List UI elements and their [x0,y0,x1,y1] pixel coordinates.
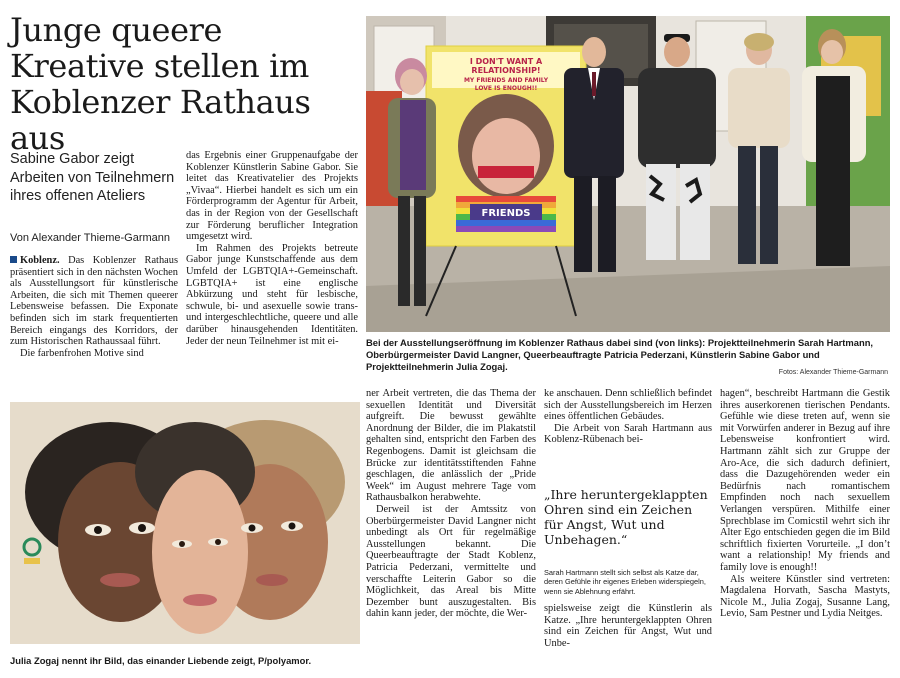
text-column-3 [366,388,536,620]
painting-caption: Julia Zogaj nennt ihr Bild, das einander Liebende zeigt, P/polyamor. [10,655,312,666]
paragraph: ke anschauen. Denn schließlich befindet sich der Ausstellungsbereich im Herzen eines öffentlichen Gebäudes. [544,388,712,423]
polyamor-painting [10,402,360,644]
article-subheadline: Sabine Gabor zeigt Arbeiten von Teilnehmern ihres offenen Ateliers [10,151,175,204]
paragraph: Die farbenfrohen Motive sind [20,347,144,359]
poster-text-line: I DON'T WANT A [469,57,543,66]
pull-quote-note: Sarah Hartmann stellt sich selbst als Katze dar, deren Gefühle ihr eigenes Erleben widerspiegeln, wenn sie Ablehnung erfährt. [544,568,706,596]
poster-artwork [426,46,586,246]
text-column-2 [186,150,358,347]
poster-text-line: LOVE IS ENOUGH!! [474,85,538,92]
paragraph: Im Rahmen des Projekts betreute Gabor junge Kunstschaffende aus dem Umfeld der LGBTQIA+-Gemeinschaft. LGBTQIA+ ist eine englische Abkürzung und steht für lesbische, schwule, bi- und asexuelle sowie trans- und intergeschlechtliche, queere und alle darüber hinausgehenden Identitäten. Jeder der neun Teilnehmer ist mit ei- [186,242,358,347]
text-column-5 [720,388,890,620]
poster-badge: FRIENDS [481,208,531,219]
text-column-4 [544,388,712,446]
pull-quote: „Ihre heruntergeklappten Ohren sind ein Zeichen für Angst, Wut und Unbehagen.“ [544,487,708,547]
article-byline: Von Alexander Thieme-Garmann [10,232,170,244]
paragraph: hagen“, beschreibt Hartmann die Gestik ihres auserkorenen tierischen Pendants. Gefühle wie diese treten auf, wenn sie mit Vorwürfen anderer in Bezug auf ihre Lebensweise konfrontiert wird. Hartmann zählt sich zur Gruppe der Aro-Ace, die sich dadurch definiert, dass die Dazugehörenden weder ein Bedürfnis nach romantischem Empfinden noch nach sexuellem Verlangen verspüren. Mithilfe einer Sprechblase im Comicstil wehrt sich ihr Alter Ego entschieden gegen die im Bild schriftlich fixierten Vorurteile. „I don’t want a relationship! My friends and family love is enough!! [720,388,890,573]
poster-text-line: RELATIONSHIP! [471,66,541,75]
poster-text-line: MY FRIENDS AND FAMILY [463,77,549,84]
text-column-4-continued [544,603,712,649]
paragraph: Derweil ist der Amtssitz von Oberbürgermeister David Langner nicht unbedingt als Ort für regelmäßige Ausstellungen bekannt. Die Queerbeauftragte der Stadt Koblenz, Patricia Pederzani, vermittelte und verschaffte Leiterin Gabor so die Möglichkeit, das Areal bis Mitte Dezember bunt auszugestalten. Bis dahin kann jeder, der möchte, die Wer- [366,503,536,620]
paragraph: spielsweise zeigt die Künstlerin als Katze. „Ihre heruntergeklappten Ohren sind ein Zeichen für Angst, Wut und Unbe- [544,603,712,649]
exhibition-group-photo [366,16,890,332]
text-column-1 [10,255,178,359]
paragraph: Als weitere Künstler sind vertreten: Magdalena Horvath, Sascha Mastyts, Nicole M., Julia Zogaj, Susanne Lang, Levio, Sam Pestner und Lydia Neitges. [720,573,890,620]
paragraph: Die Arbeit von Sarah Hartmann aus Koblenz-Rübenach bei- [544,422,712,446]
paragraph: ner Arbeit vertreten, die das Thema der sexuellen Identität und Diversität aufgreift. Die bewusst gewählte Anordnung der Bilder, die im Plakatstil gehalten sind, entspricht den Farben des Regenbogens. Damit ist gleichsam die Brücke zur identitätsstiftenden Fahne geschlagen, die anlässlich der „Pride Week“ im August mehrere Tage vom Rathausbalkon herabwehte. [366,388,536,504]
photo-caption: Bei der Ausstellungseröffnung im Koblenzer Rathaus dabei sind (von links): Projektteilnehmerin Sarah Hartmann, Oberbürgermeister David Langner, Queerbeauftragte Patricia Pederzani, Künstlerin Sabine Gabor und Projektteilnehmerin Julia Zogaj. [366,337,874,372]
paragraph: das Ergebnis einer Gruppenaufgabe der Koblenzer Künstlerin Sabine Gabor. Sie leitet das Kreativatelier des Projekts „Vivaa“. Hierbei handelt es sich um ein Förderprogramm der Agentur für Arbeit, das in der Region von der Gesellschaft zur Förderung beruflicher Integration umgesetzt wird. [186,150,358,243]
section-marker-icon [10,256,17,263]
photo-credit: Fotos: Alexander Thieme-Garmann [778,369,888,376]
article-headline: Junge queere Kreative stellen im Koblenzer Rathaus aus [10,11,311,157]
dateline: Koblenz. [20,255,60,266]
paragraph: Das Koblenzer Rathaus präsentiert sich in den nächsten Wochen als Ausstellungsort für künstlerische Arbeiten, die sich mit Themen queerer Lebensweise befassen. Die Exponate befinden sich im stark frequentierten Bereich eingangs des Korridors, der zum Historischen Rathaussaal führt. [10,255,178,348]
